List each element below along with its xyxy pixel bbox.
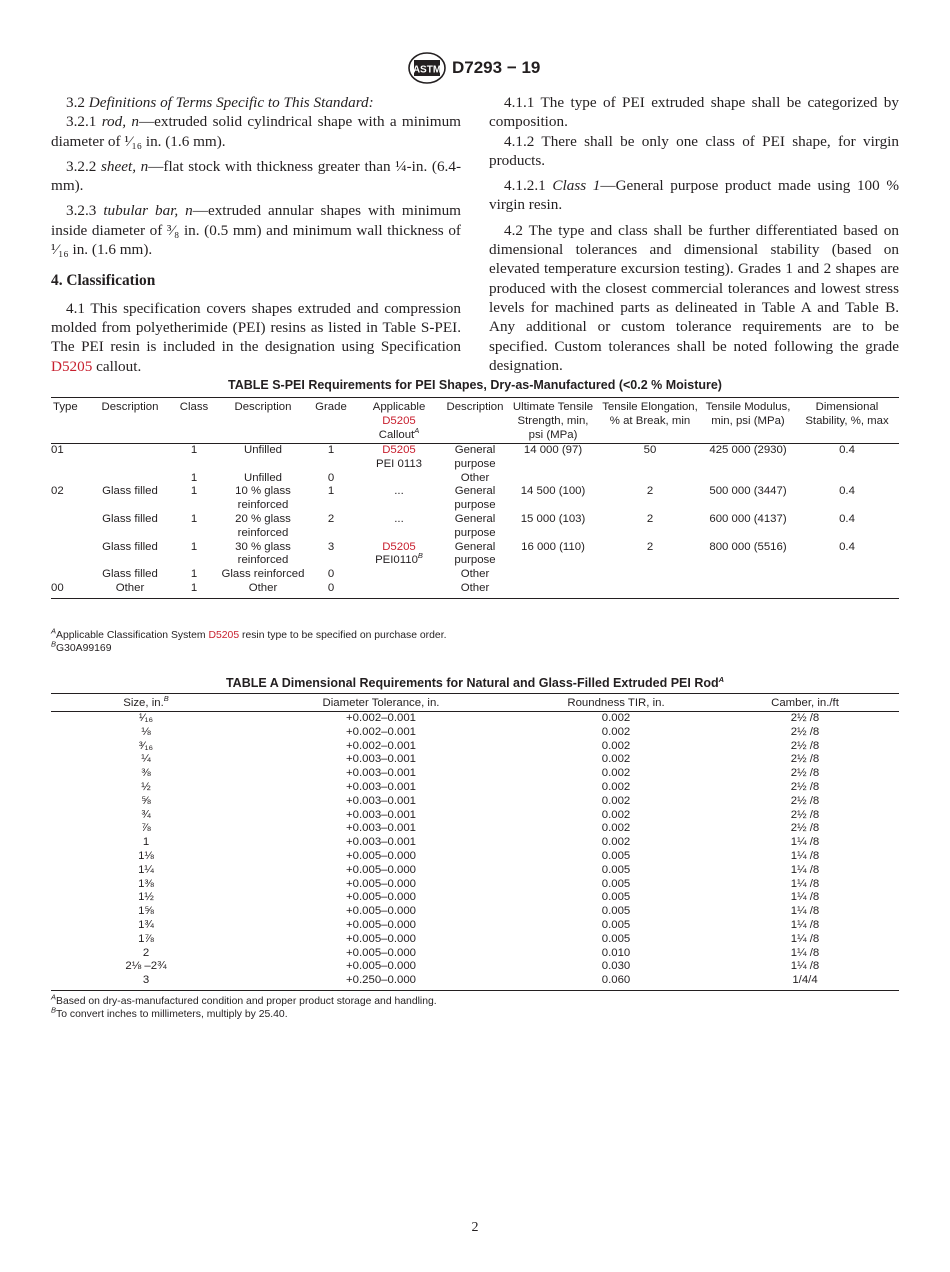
table-row [51, 947, 899, 961]
cell-class: 1 [190, 540, 198, 553]
d5205-link[interactable]: D5205 [51, 357, 93, 375]
table-s-footnotes [51, 626, 447, 656]
table-row [51, 960, 899, 974]
cell-size: 1¾ [138, 918, 154, 931]
cell-size: 1⅛ [138, 849, 154, 862]
cell-description-3: Other [460, 471, 490, 484]
cell-description-3: General purpose [454, 512, 496, 539]
cell-diameter-tolerance: +0.005–0.000 [346, 932, 416, 945]
table-row [51, 891, 899, 905]
col-size: Size, in.$^B$ [51, 694, 241, 712]
cell-description-3: General purpose [454, 540, 496, 567]
col-grade: Grade [307, 398, 355, 444]
cell-size: ¾ [141, 808, 151, 821]
cell-camber: 2½ /8 [790, 808, 820, 821]
table-row [51, 568, 899, 582]
table-row [51, 809, 899, 823]
col-description-3: Description [443, 398, 507, 444]
table-row [51, 850, 899, 864]
table-row [51, 878, 899, 892]
cell-tensile-modulus: 500 000 (3447) [709, 485, 787, 498]
cell-diameter-tolerance: +0.003–0.001 [346, 767, 416, 780]
table-s-header-row [51, 398, 899, 444]
cell-description-1: Glass filled [102, 568, 158, 581]
cell-diameter-tolerance: +0.250–0.000 [241, 974, 521, 990]
cell-roundness: 0.002 [601, 712, 631, 724]
cell-dimensional-stability [795, 582, 899, 598]
cell-roundness: 0.005 [601, 932, 631, 945]
cell-description-2: 20 % glass reinforced [235, 512, 291, 539]
cell-tensile-elongation: 2 [646, 540, 654, 553]
table-row [51, 753, 899, 767]
table-row [51, 726, 899, 740]
table-row [51, 795, 899, 809]
d5205-link[interactable]: D5205 [382, 444, 416, 456]
cell-type: 00 [51, 582, 91, 598]
cell-roundness: 0.002 [601, 808, 631, 821]
cell-dimensional-stability [795, 472, 899, 486]
table-row [51, 864, 899, 878]
table-row [51, 781, 899, 795]
cell-diameter-tolerance: +0.003–0.001 [346, 794, 416, 807]
cell-tensile-modulus: 425 000 (2930) [709, 444, 787, 456]
paragraph-4-1-2: 4.1.2 There shall be only one class of PEI shape, for virgin products. [489, 132, 899, 169]
table-s-title: TABLE S-PEI Requirements for PEI Shapes, Dry-as-Manufactured (<0.2 % Moisture) [228, 378, 722, 392]
standard-designation: D7293 − 19 [452, 58, 541, 77]
col-description-2: Description [219, 398, 307, 444]
cell-grade: 1 [327, 485, 335, 498]
cell-size: ⅛ [141, 725, 151, 738]
cell-diameter-tolerance: +0.005–0.000 [346, 891, 416, 904]
paragraph-4-1: 4.1 This specification covers shapes extruded and compression molded from polyetherimide (PEI) resins as listed in Table S-PEI. The PEI resin is included in the designation using Specification D5205 callout. [51, 299, 461, 375]
cell-diameter-tolerance: +0.002–0.001 [346, 712, 416, 724]
cell-type [51, 513, 91, 541]
cell-size: 3 [51, 974, 241, 990]
page-header [0, 52, 950, 86]
cell-diameter-tolerance: +0.005–0.000 [346, 877, 416, 890]
cell-diameter-tolerance: +0.005–0.000 [346, 905, 416, 918]
cell-description-3: Other [443, 582, 507, 598]
cell-description-2: 10 % glass reinforced [235, 485, 291, 512]
cell-diameter-tolerance: +0.003–0.001 [346, 822, 416, 835]
cell-camber: 1¼ /8 [790, 877, 820, 890]
paragraph-4-2: 4.2 The type and class shall be further differentiated based on dimensional tolerances and dimensional stability (based on elevated temperature excursion testing). Grades 1 and 2 shapes are produced with the closest commercial tolerances and lowest stress levels for machined parts as delineated in Table A and Table B. Any additional or custom tolerance requirements are to be specified. Custom tolerances shall be noted following the grade designation. [489, 221, 899, 374]
cell-camber: 1¼ /8 [790, 960, 820, 973]
col-description-1: Description [91, 398, 169, 444]
astm-logo-icon [408, 52, 446, 84]
cell-camber: 1¼ /8 [790, 905, 820, 918]
cell-tensile-elongation [599, 582, 701, 598]
d5205-link[interactable]: D5205 [382, 540, 416, 553]
cell-tensile-elongation: 50 [643, 444, 657, 456]
cell-camber: 1¼ /8 [790, 918, 820, 931]
cell-ultimate-tensile-strength: 14 500 (100) [520, 485, 586, 498]
cell-callout: ... [394, 485, 404, 498]
footnote-b: $^B$G30A99169 [51, 639, 112, 655]
table-row [51, 485, 899, 513]
table-a-footnotes [51, 992, 437, 1022]
cell-size: ½ [141, 780, 151, 793]
col-diameter-tolerance: Diameter Tolerance, in. [241, 694, 521, 712]
table-a [51, 693, 899, 991]
cell-ultimate-tensile-strength: 16 000 (110) [521, 540, 585, 553]
cell-camber: 1¼ /8 [790, 891, 820, 904]
table-row [51, 919, 899, 933]
cell-diameter-tolerance: +0.003–0.001 [346, 836, 416, 849]
right-column [489, 93, 899, 375]
cell-size: 1 [142, 836, 150, 849]
cell-diameter-tolerance: +0.003–0.001 [346, 753, 416, 766]
cell-type: 01 [51, 444, 64, 456]
cell-callout [355, 568, 443, 582]
col-applicable-callout: Applicable D5205 Callout$^A$ [355, 398, 443, 444]
cell-dimensional-stability [795, 568, 899, 582]
table-row [51, 541, 899, 569]
table-row [51, 513, 899, 541]
cell-tensile-elongation [599, 472, 701, 486]
d5205-link[interactable]: D5205 [382, 415, 416, 427]
cell-tensile-modulus: 600 000 (4137) [709, 512, 787, 525]
cell-roundness: 0.002 [601, 794, 631, 807]
cell-class: 1 [169, 582, 219, 598]
cell-type [51, 568, 91, 582]
cell-size: ¹⁄₁₆ [138, 712, 154, 724]
cell-description-2: Other [219, 582, 307, 598]
cell-size: ⅞ [141, 822, 151, 835]
cell-ultimate-tensile-strength [507, 472, 599, 486]
cell-camber: 1¼ /8 [790, 946, 820, 959]
cell-description-3: General purpose [454, 444, 496, 470]
table-a-title: TABLE A Dimensional Requirements for Natural and Glass-Filled Extruded PEI Rod$^A$ [225, 674, 725, 690]
paragraph-3-2-2: 3.2.2 sheet, n—flat stock with thickness greater than ¼-in. (6.4-mm). [51, 157, 461, 195]
cell-description-1 [91, 444, 169, 472]
cell-roundness: 0.005 [601, 905, 631, 918]
cell-description-1: Glass filled [102, 540, 158, 553]
cell-callout: D5205 PEI 0113 [375, 444, 423, 470]
cell-description-1 [91, 472, 169, 486]
paragraph-4-1-1: 4.1.1 The type of PEI extruded shape shall be categorized by composition. [489, 94, 899, 131]
table-row [51, 444, 899, 472]
cell-tensile-modulus [701, 582, 795, 598]
cell-grade: 0 [327, 471, 335, 484]
cell-size: 2⅛ –2¾ [125, 960, 167, 973]
cell-callout [355, 582, 443, 598]
paragraph-3-2: 3.2 Definitions of Terms Specific to This Standard: [66, 94, 374, 111]
paragraph-4-1-2-1: 4.1.2.1 Class 1—General purpose product made using 100 % virgin resin. [489, 177, 900, 214]
cell-description-2: Unfilled [244, 471, 282, 484]
cell-camber: 1¼ /8 [790, 836, 820, 849]
cell-ultimate-tensile-strength [507, 568, 599, 582]
cell-type: 02 [51, 485, 64, 498]
col-camber: Camber, in./ft [711, 694, 899, 712]
cell-size: 1⅜ [138, 877, 154, 890]
cell-type [51, 472, 91, 486]
cell-ultimate-tensile-strength: 14 000 (97) [523, 444, 583, 456]
cell-class: 1 [190, 471, 198, 484]
cell-dimensional-stability: 0.4 [839, 444, 855, 456]
cell-size: 1½ [138, 891, 154, 904]
col-roundness: Roundness TIR, in. [521, 694, 711, 712]
cell-dimensional-stability: 0.4 [839, 540, 855, 553]
table-row [51, 905, 899, 919]
cell-diameter-tolerance: +0.002–0.001 [346, 739, 416, 752]
footnote-b: $^B$To convert inches to millimeters, multiply by 25.40. [51, 1005, 288, 1021]
cell-roundness: 0.010 [601, 946, 631, 959]
page-number: 2 [471, 1220, 479, 1235]
footnote-a: $^A$Applicable Classification System D5205 resin type to be specified on purchase order. [51, 626, 447, 641]
cell-diameter-tolerance: +0.005–0.000 [346, 863, 416, 876]
cell-camber: 2½ /8 [790, 767, 820, 780]
col-ultimate-tensile-strength: Ultimate Tensile Strength, min, psi (MPa) [507, 398, 599, 444]
cell-size: 1¼ [138, 863, 154, 876]
cell-diameter-tolerance: +0.003–0.001 [346, 808, 416, 821]
cell-size: ³⁄₁₆ [138, 739, 154, 752]
table-row [51, 933, 899, 947]
cell-grade: 0 [307, 582, 355, 598]
table-row [51, 836, 899, 850]
cell-grade: 1 [327, 444, 335, 456]
cell-size: ⅝ [141, 794, 151, 807]
cell-camber: 2½ /8 [790, 794, 820, 807]
cell-grade: 3 [327, 540, 335, 553]
cell-tensile-elongation: 2 [646, 512, 654, 525]
cell-camber: 1¼ /8 [790, 863, 820, 876]
col-class: Class [169, 398, 219, 444]
cell-grade: 0 [327, 568, 335, 581]
cell-roundness: 0.002 [601, 836, 631, 849]
cell-camber: 2½ /8 [790, 712, 820, 724]
cell-description-2: Glass reinforced [221, 568, 305, 581]
cell-size: 2 [142, 946, 150, 959]
col-dimensional-stability: Dimensional Stability, %, max [795, 398, 899, 444]
cell-tensile-elongation [599, 568, 701, 582]
cell-description-2: Unfilled [244, 444, 282, 456]
cell-grade: 2 [327, 512, 335, 525]
cell-camber: 2½ /8 [790, 822, 820, 835]
cell-roundness: 0.005 [601, 849, 631, 862]
cell-camber: 2½ /8 [790, 780, 820, 793]
cell-roundness: 0.005 [601, 891, 631, 904]
table-row [51, 822, 899, 836]
d5205-link[interactable]: D5205 [208, 630, 240, 641]
cell-tensile-modulus: 800 000 (5516) [709, 540, 787, 553]
cell-roundness: 0.002 [601, 753, 631, 766]
col-tensile-elongation: Tensile Elongation, % at Break, min [599, 398, 701, 444]
table-s [51, 397, 899, 599]
cell-callout [355, 472, 443, 486]
cell-camber: 1¼ /8 [790, 849, 820, 862]
cell-roundness: 0.005 [601, 877, 631, 890]
cell-diameter-tolerance: +0.002–0.001 [346, 725, 416, 738]
cell-diameter-tolerance: +0.003–0.001 [346, 780, 416, 793]
cell-roundness: 0.005 [601, 918, 631, 931]
cell-size: ⅜ [141, 767, 151, 780]
col-type: Type [51, 398, 91, 444]
cell-roundness: 0.060 [521, 974, 711, 990]
cell-class: 1 [190, 444, 198, 456]
cell-camber: 2½ /8 [790, 753, 820, 766]
cell-dimensional-stability: 0.4 [839, 512, 855, 525]
cell-diameter-tolerance: +0.005–0.000 [346, 946, 416, 959]
cell-camber: 2½ /8 [790, 739, 820, 752]
cell-diameter-tolerance: +0.005–0.000 [346, 918, 416, 931]
cell-size: 1⅞ [138, 932, 154, 945]
table-row [51, 740, 899, 754]
table-row [51, 582, 899, 598]
cell-tensile-elongation: 2 [646, 485, 654, 498]
cell-class: 1 [190, 485, 198, 498]
cell-roundness: 0.002 [601, 767, 631, 780]
cell-description-2: 30 % glass reinforced [235, 540, 291, 567]
table-row [51, 974, 899, 990]
table-row [51, 767, 899, 781]
cell-roundness: 0.002 [601, 725, 631, 738]
cell-tensile-modulus [701, 472, 795, 486]
cell-size: ¼ [141, 753, 151, 766]
table-row [51, 712, 899, 726]
table-row [51, 472, 899, 486]
section-heading-classification: 4. Classification [51, 272, 156, 290]
footnote-a: $^A$Based on dry-as-manufactured condition and proper product storage and handling. [51, 992, 437, 1007]
cell-description-1: Other [91, 582, 169, 598]
cell-roundness: 0.005 [601, 863, 631, 876]
cell-diameter-tolerance: +0.005–0.000 [346, 849, 416, 862]
cell-camber: 1¼ /8 [790, 932, 820, 945]
cell-class: 1 [190, 568, 198, 581]
cell-ultimate-tensile-strength [507, 582, 599, 598]
cell-roundness: 0.030 [601, 960, 631, 973]
cell-callout: D5205 $PEI0110^B$ [375, 540, 423, 567]
cell-size: 1⅝ [138, 905, 154, 918]
cell-dimensional-stability: 0.4 [839, 485, 855, 498]
col-tensile-modulus: Tensile Modulus, min, psi (MPa) [701, 398, 795, 444]
cell-description-3: Other [460, 568, 490, 581]
left-column [51, 93, 461, 376]
paragraph-3-2-3: 3.2.3 tubular bar, n—extruded annular shapes with minimum inside diameter of ³⁄₈ in. (0.5 mm) and minimum wall thickness of ¹⁄₁₆ in. (1.6 mm). [51, 202, 461, 259]
cell-type [51, 541, 91, 569]
cell-roundness: 0.002 [601, 780, 631, 793]
table-a-header-row [51, 694, 899, 712]
cell-roundness: 0.002 [601, 739, 631, 752]
cell-callout: ... [394, 512, 404, 525]
cell-camber: 1/4/4 [711, 974, 899, 990]
cell-description-1: Glass filled [102, 512, 158, 525]
cell-ultimate-tensile-strength: 15 000 (103) [520, 512, 586, 525]
cell-class: 1 [190, 512, 198, 525]
cell-camber: 2½ /8 [790, 725, 820, 738]
cell-description-3: General purpose [454, 485, 496, 512]
cell-diameter-tolerance: +0.005–0.000 [346, 960, 416, 973]
paragraph-3-2-1: 3.2.1 rod, n—extruded solid cylindrical shape with a minimum diameter of ¹⁄₁₆ in. (1.6 mm). [51, 113, 461, 150]
cell-tensile-modulus [701, 568, 795, 582]
cell-description-1: Glass filled [102, 485, 158, 498]
cell-roundness: 0.002 [601, 822, 631, 835]
svg-text:ASTM: ASTM [412, 64, 442, 76]
